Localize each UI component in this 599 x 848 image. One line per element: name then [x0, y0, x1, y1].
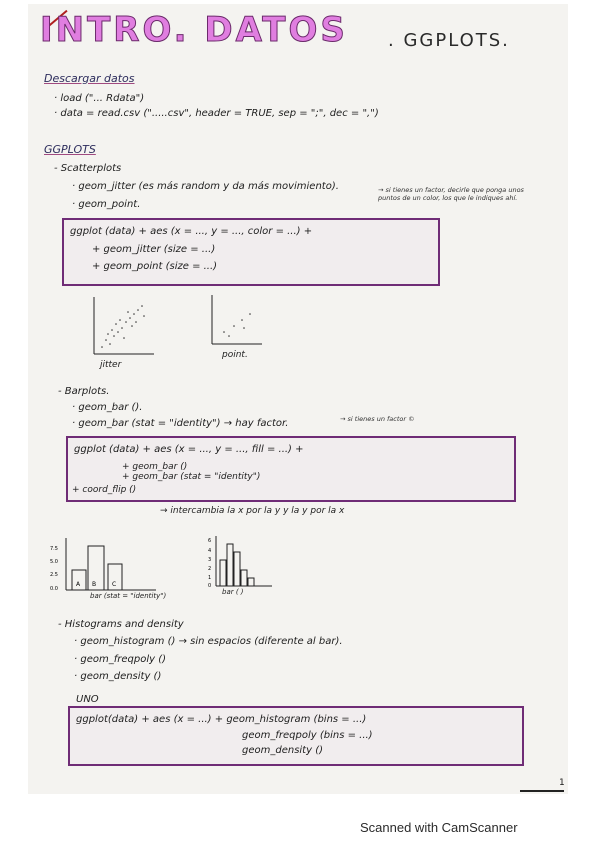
bar-count-label: bar ( ) — [222, 588, 244, 596]
box2-line-4: + coord_flip () — [72, 485, 137, 495]
box2-line-2: + geom_bar () — [122, 462, 188, 472]
right-tick-1: 6 — [208, 538, 212, 544]
histo-title: - Histograms and density — [58, 619, 184, 630]
jitter-dot — [101, 346, 103, 348]
jitter-dot — [131, 325, 133, 327]
jitter-dot — [133, 313, 135, 315]
coord-flip-note: → intercambia la x por la y y la y por la x — [160, 506, 345, 516]
bar-b-label: B — [92, 581, 97, 588]
jitter-dot — [115, 323, 117, 325]
box3-line-1: ggplot(data) + aes (x = ...) + geom_histogram (bins = ...) — [76, 714, 367, 725]
jitter-dot — [117, 331, 119, 333]
count-bar-4 — [241, 570, 247, 586]
page-number: 1 — [559, 778, 565, 788]
bar-count-sketch — [208, 536, 272, 589]
point-sketch — [212, 295, 262, 344]
box1-line-2: + geom_jitter (size = ...) — [92, 244, 216, 255]
count-bar-5 — [248, 578, 254, 586]
bar-item-2: · geom_bar (stat = "identity") → hay factor. — [72, 418, 289, 429]
point-dot — [233, 325, 235, 327]
scan-footer: Scanned with CamScanner — [360, 820, 518, 835]
count-bar-2 — [227, 544, 233, 586]
jitter-label: jitter — [100, 360, 122, 370]
box1-line-1: ggplot (data) + aes (x = ..., y = ..., color = ...) + — [70, 226, 313, 237]
descargar-line-2: · data = read.csv (".....csv", header = TRUE, sep = ";", dec = ",") — [54, 108, 379, 119]
count-bar-3 — [234, 552, 240, 586]
jitter-dot — [141, 305, 143, 307]
jitter-dot — [129, 317, 131, 319]
bar-identity-sketch — [50, 538, 156, 592]
right-tick-3: 3 — [208, 557, 212, 563]
bar-item-1: · geom_bar (). — [72, 402, 143, 413]
right-tick-2: 4 — [208, 548, 212, 554]
page-subtitle: . GGPLOTS. — [388, 30, 510, 51]
page-title: INTRO. DATOS — [40, 10, 348, 50]
box1-line-3: + geom_point (size = ...) — [92, 261, 218, 272]
jitter-dot — [109, 343, 111, 345]
descargar-heading: Descargar datos — [44, 72, 135, 85]
histo-item-2: · geom_freqpoly () — [74, 654, 166, 665]
left-tick-1: 7.5 — [50, 546, 58, 552]
jitter-dot — [105, 339, 107, 341]
point-dot — [243, 327, 245, 329]
uno-label: UNO — [76, 694, 99, 705]
jitter-dot — [135, 321, 137, 323]
point-dot — [228, 335, 230, 337]
right-tick-4: 2 — [208, 566, 212, 572]
jitter-dot — [119, 319, 121, 321]
box3-line-3: geom_density () — [242, 745, 324, 756]
left-tick-3: 2.5 — [50, 572, 58, 578]
point-dot — [249, 313, 251, 315]
factor-annotation: → si tienes un factor © — [340, 415, 415, 423]
point-dot — [241, 319, 243, 321]
left-tick-4: 0.0 — [50, 586, 58, 592]
scatter-item-2: · geom_point. — [72, 199, 141, 210]
box2-line-1: ggplot (data) + aes (x = ..., y = ..., fill = ...) + — [74, 444, 304, 455]
barplots-title: - Barplots. — [58, 386, 110, 397]
jitter-dot — [107, 333, 109, 335]
bar-c-label: C — [112, 581, 117, 588]
jitter-dot — [123, 337, 125, 339]
bar-a-label: A — [76, 581, 81, 588]
page-number-underline — [520, 790, 564, 792]
scatter-item-1: · geom_jitter (es más random y da más movimiento). — [72, 181, 339, 192]
right-tick-5: 1 — [208, 575, 212, 581]
jitter-dot — [121, 327, 123, 329]
color-annotation: → si tienes un factor, decirle que ponga unos puntos de un color, los que le indiques ahí. — [378, 186, 524, 202]
histo-item-3: · geom_density () — [74, 671, 162, 682]
count-bar-1 — [220, 560, 226, 586]
jitter-sketch — [94, 297, 154, 354]
left-tick-2: 5.0 — [50, 559, 58, 565]
jitter-dot — [143, 315, 145, 317]
point-label: point. — [222, 350, 248, 360]
scatter-title: - Scatterplots — [54, 163, 122, 174]
right-tick-6: 0 — [208, 583, 212, 589]
point-dot — [223, 331, 225, 333]
jitter-dot — [125, 321, 127, 323]
box2-line-3: + geom_bar (stat = "identity") — [122, 472, 261, 482]
box3-line-2: geom_freqpoly (bins = ...) — [242, 730, 373, 741]
bar-identity-label: bar (stat = "identity") — [90, 592, 167, 600]
jitter-dot — [113, 335, 115, 337]
jitter-dot — [127, 311, 129, 313]
ggplots-heading: GGPLOTS — [44, 143, 96, 156]
jitter-dot — [111, 329, 113, 331]
jitter-dot — [137, 309, 139, 311]
histo-item-1: · geom_histogram () → sin espacios (diferente al bar). — [74, 636, 343, 647]
descargar-line-1: · load ("... Rdata") — [54, 93, 145, 104]
